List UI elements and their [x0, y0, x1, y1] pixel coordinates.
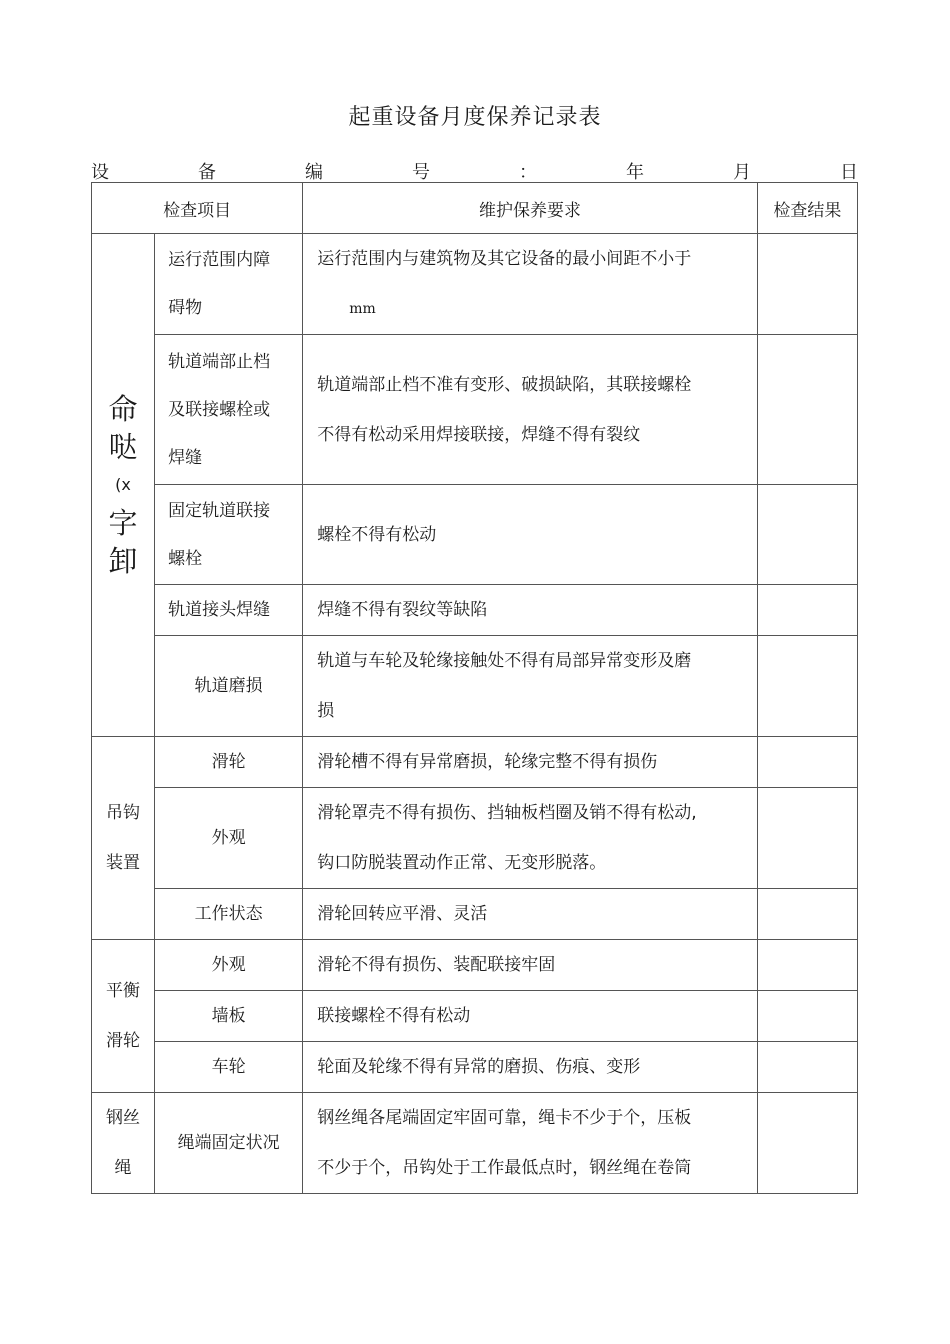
requirement-cell [303, 991, 758, 1042]
meta-char: 年 [626, 162, 644, 183]
header-item: 检查项目 [92, 183, 303, 234]
category-label-line: 命 [108, 392, 138, 426]
requirement-cell [303, 737, 758, 788]
category-label-line: 字 [108, 506, 138, 540]
item-line: 轨道端部止档 [168, 351, 271, 372]
requirement-cell [303, 1093, 758, 1194]
requirement-line: 轨道端部止档不准有变形、破损缺陷，其联接螺栓 [317, 374, 692, 395]
result-cell[interactable] [757, 940, 857, 991]
meta-char: 设 [91, 162, 109, 183]
item-line: 墙板 [211, 1006, 246, 1026]
item-cell [155, 234, 303, 335]
table-row [92, 1042, 858, 1093]
item-line: 轨道接头焊缝 [168, 600, 271, 620]
requirement-line: 轮面及轮缘不得有异常的磨损、伤痕、变形 [317, 1057, 641, 1077]
requirement-cell [303, 889, 758, 940]
table-row [92, 585, 858, 636]
item-line: 碍物 [168, 298, 203, 318]
category-label-line: 平衡 [106, 981, 141, 1001]
item-cell [155, 1093, 303, 1194]
table-row [92, 940, 858, 991]
item-cell [155, 335, 303, 485]
requirement-cell [303, 940, 758, 991]
meta-char: 号 [412, 162, 430, 183]
result-cell[interactable] [757, 991, 857, 1042]
maintenance-table [91, 182, 858, 1194]
requirement-line: 轨道与车轮及轮缘接触处不得有局部异常变形及磨 [317, 651, 692, 671]
item-line: 绳端固定状况 [177, 1133, 280, 1153]
meta-char: 月 [733, 162, 751, 183]
requirement-line: 运行范围内与建筑物及其它设备的最小间距不小于 [317, 249, 692, 269]
item-line: 轨道磨损 [194, 676, 263, 696]
requirement-line: 焊缝不得有裂纹等缺陷 [317, 600, 488, 620]
meta-char: ： [519, 162, 537, 183]
result-cell[interactable] [757, 889, 857, 940]
result-cell[interactable] [757, 485, 857, 585]
header-result: 检查结果 [757, 183, 857, 234]
document-title: 起重设备月度保养记录表 [348, 105, 602, 130]
table-header-row [92, 183, 858, 234]
result-cell[interactable] [757, 585, 857, 636]
requirement-cell [303, 335, 758, 485]
table-row [92, 485, 858, 585]
category-balance-pulley [92, 940, 155, 1093]
requirement-line: 损 [317, 701, 335, 721]
item-line: 滑轮 [211, 752, 246, 772]
table-row [92, 991, 858, 1042]
requirement-cell [303, 1042, 758, 1093]
result-cell[interactable] [757, 788, 857, 889]
category-track [92, 234, 155, 737]
result-cell[interactable] [757, 234, 857, 335]
category-label-line: 滑轮 [106, 1031, 141, 1051]
item-cell [155, 585, 303, 636]
requirement-line: 滑轮回转应平滑、灵活 [317, 904, 488, 924]
item-line: 焊缝 [168, 447, 203, 468]
item-line: 固定轨道联接 [168, 500, 271, 521]
requirement-line: 钩口防脱装置动作正常、无变形脱落。 [317, 853, 607, 873]
meta-char: 编 [305, 162, 323, 183]
requirement-cell [303, 234, 758, 335]
item-cell [155, 940, 303, 991]
table-row [92, 737, 858, 788]
category-label-line: 卸 [108, 544, 138, 578]
meta-char: 日 [840, 162, 858, 183]
item-line: 工作状态 [194, 904, 263, 924]
item-cell [155, 636, 303, 737]
requirement-cell [303, 636, 758, 737]
item-line: 车轮 [211, 1057, 246, 1077]
item-cell [155, 1042, 303, 1093]
table-row [92, 788, 858, 889]
result-cell[interactable] [757, 636, 857, 737]
category-hook [92, 737, 155, 940]
item-cell [155, 485, 303, 585]
category-label-line: 钢丝 [106, 1108, 141, 1128]
header-requirement: 维护保养要求 [303, 183, 758, 234]
category-label-line: 装置 [106, 853, 141, 873]
category-label-line: 绳 [114, 1158, 132, 1178]
requirement-unit: mm [349, 301, 376, 317]
requirement-line: 联接螺栓不得有松动 [317, 1006, 471, 1026]
category-label-line: 吊钩 [106, 803, 141, 823]
requirement-line: 螺栓不得有松动 [317, 524, 437, 545]
requirement-cell [303, 485, 758, 585]
requirement-line: 滑轮槽不得有异常磨损，轮缘完整不得有损伤 [317, 752, 658, 772]
meta-char: 备 [198, 162, 216, 183]
table-row [92, 889, 858, 940]
category-label-line: (x [115, 475, 131, 494]
category-wire-rope [92, 1093, 155, 1194]
requirement-line: 钢丝绳各尾端固定牢固可靠，绳卡不少于个，压板 [317, 1108, 692, 1128]
meta-line [91, 158, 858, 184]
item-line: 及联接螺栓或 [168, 399, 271, 420]
item-line: 运行范围内障 [168, 250, 271, 270]
requirement-cell [303, 585, 758, 636]
requirement-line: 滑轮罩壳不得有损伤、挡轴板档圈及销不得有松动, [317, 803, 697, 823]
result-cell[interactable] [757, 335, 857, 485]
item-line: 外观 [211, 955, 246, 975]
result-cell[interactable] [757, 737, 857, 788]
result-cell[interactable] [757, 1042, 857, 1093]
item-cell [155, 788, 303, 889]
table-row [92, 1093, 858, 1194]
table-row [92, 636, 858, 737]
category-label-line: 哒 [108, 430, 138, 464]
item-cell [155, 889, 303, 940]
requirement-line: 滑轮不得有损伤、装配联接牢固 [317, 955, 556, 975]
item-cell [155, 991, 303, 1042]
requirement-line: 不少于个，吊钩处于工作最低点时，钢丝绳在卷筒 [317, 1158, 692, 1178]
requirement-line: 不得有松动采用焊接联接，焊缝不得有裂纹 [317, 424, 641, 445]
table-row [92, 234, 858, 335]
item-cell [155, 737, 303, 788]
result-cell[interactable] [757, 1093, 857, 1194]
table-row [92, 335, 858, 485]
item-line: 外观 [211, 828, 246, 848]
item-line: 螺栓 [168, 548, 203, 569]
requirement-cell [303, 788, 758, 889]
